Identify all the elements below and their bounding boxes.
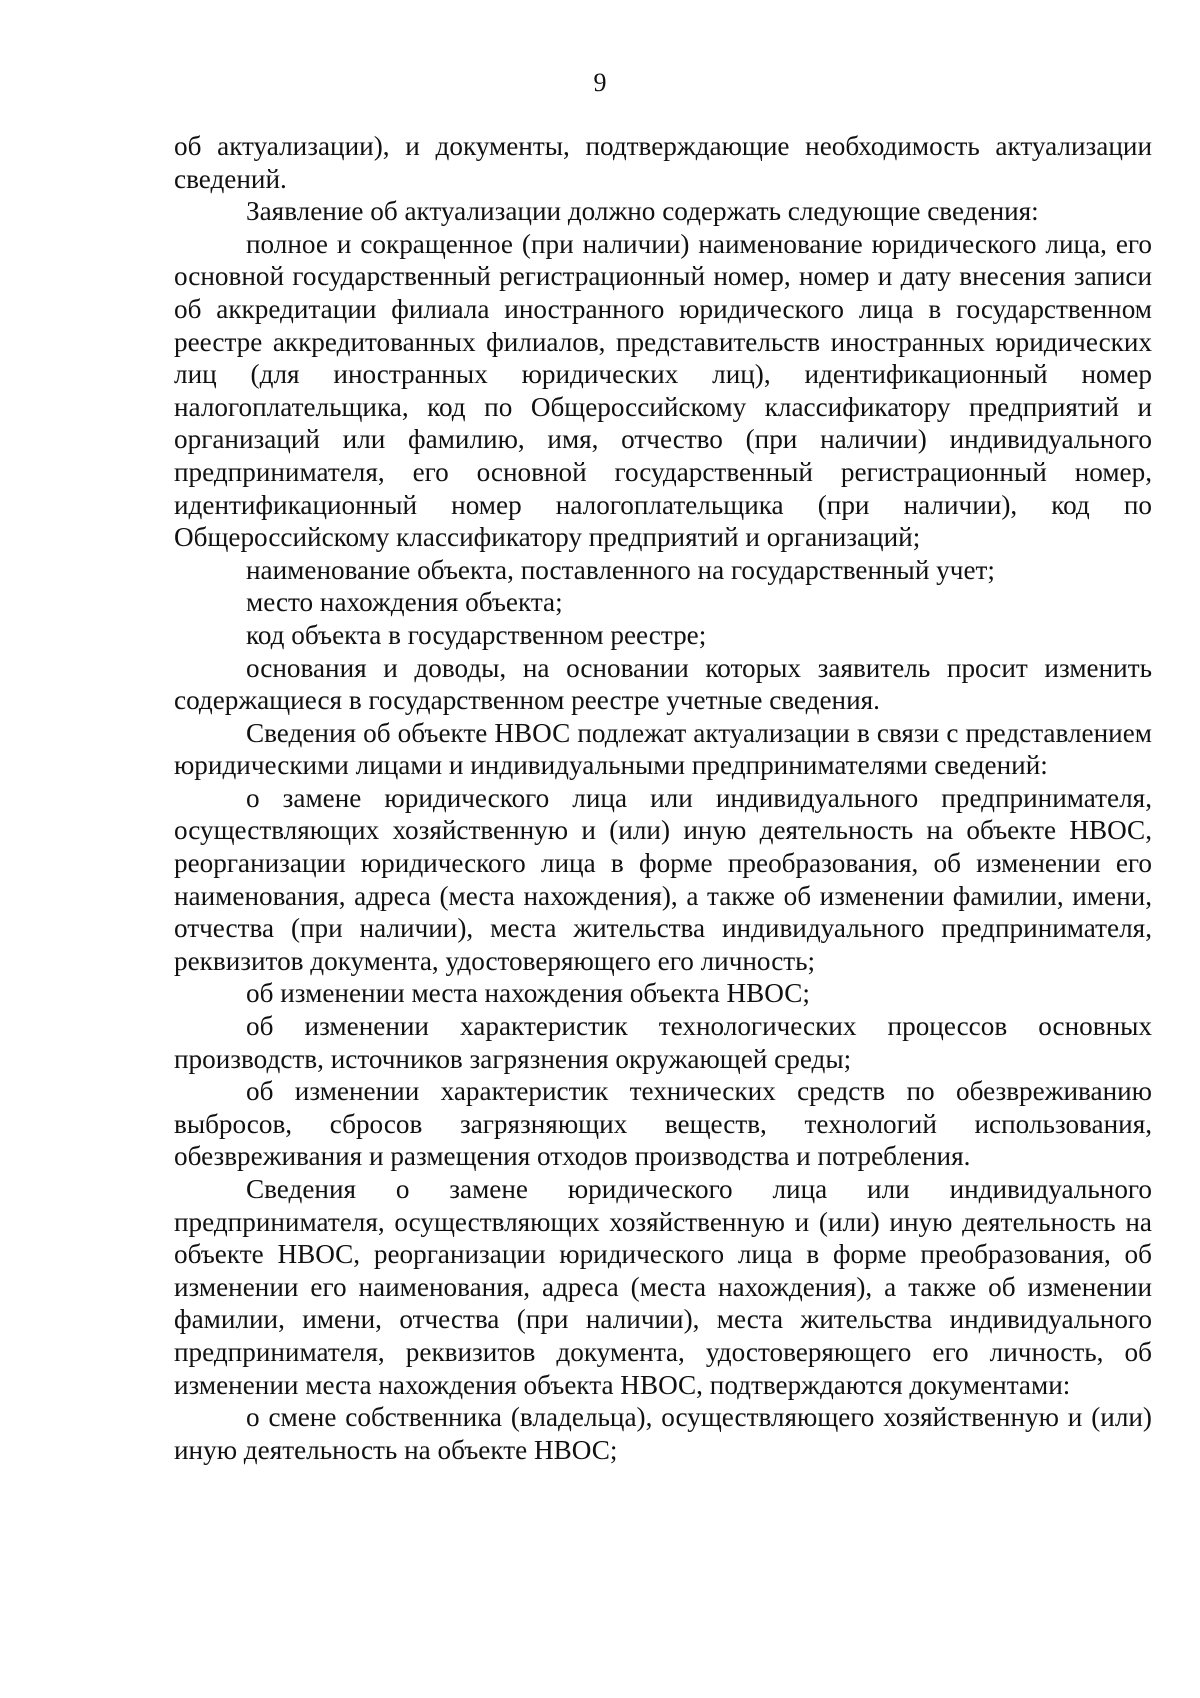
paragraph-continuation: об актуализации), и документы, подтверждающие необходимость актуализации сведений. (174, 131, 1152, 194)
document-body (174, 130, 1152, 1466)
paragraph-object-location: место нахождения объекта; (246, 587, 563, 618)
paragraph-confirming-documents: Сведения о замене юридического лица или индивидуального предпринимателя, осуществляющих хозяйственную и (или) иную деятельность на объекте НВОС, реорганизации юридического лица в форме преобразования, об изменении его наименования, адреса (места нахождения), а также об изменении фамилии, имени, отчества (при наличии), места жительства индивидуального предпринимателя, реквизитов документа, удостоверяющего его личность, об изменении места нахождения объекта НВОС, подтверждаются документами: (174, 1174, 1152, 1400)
paragraph-object-name: наименование объекта, поставленного на государственный учет; (246, 554, 995, 585)
paragraph-technical-means-change: об изменении характеристик технических средств по обезвреживанию выбросов, сбросов загрязняющих веществ, технологий использования, обезвреживания и размещения отходов производства и потребления. (174, 1076, 1152, 1172)
paragraph-owner-change: о смене собственника (владельца), осуществляющего хозяйственную и (или) иную деятельность на объекте НВОС; (174, 1402, 1152, 1465)
paragraph-grounds: основания и доводы, на основании которых заявитель просит изменить содержащиеся в государственном реестре учетные сведения. (174, 652, 1152, 716)
paragraph-nvos-update-conditions: Сведения об объекте НВОС подлежат актуализации в связи с представлением юридическими лицами и индивидуальными предпринимателями сведений: (174, 717, 1152, 781)
paragraph-entity-replacement: о замене юридического лица или индивидуального предпринимателя, осуществляющих хозяйственную и (или) иную деятельность на объекте НВОС, реорганизации юридического лица в форме преобразования, об изменении его наименования, адреса (места нахождения), а также об изменении фамилии, имени, отчества (при наличии), места жительства индивидуального предпринимателя, реквизитов документа, удостоверяющего его личность; (174, 782, 1152, 976)
paragraph-entity-details: полное и сокращенное (при наличии) наименование юридического лица, его основной государственный регистрационный номер, номер и дату внесения записи об аккредитации филиала иностранного юридического лица в государственном реестре аккредитованных филиалов, представительств иностранных юридических лиц (для иностранных юридических лиц), идентификационный номер налогоплательщика, код по Общероссийскому классификатору предприятий и организаций или фамилию, имя, отчество (при наличии) индивидуального предпринимателя, его основной государственный регистрационный номер, идентификационный номер налогоплательщика (при наличии), код по Общероссийскому классификатору предприятий и организаций; (174, 228, 1152, 553)
paragraph-location-change: об изменении места нахождения объекта НВОС; (246, 978, 810, 1009)
paragraph-process-change: об изменении характеристик технологических процессов основных производств, источников загрязнения окружающей среды; (174, 1011, 1152, 1074)
paragraph-application-requirements: Заявление об актуализации должно содержать следующие сведения: (246, 196, 1039, 227)
page-number: 9 (593, 68, 607, 97)
paragraph-object-code: код объекта в государственном реестре; (246, 619, 707, 650)
